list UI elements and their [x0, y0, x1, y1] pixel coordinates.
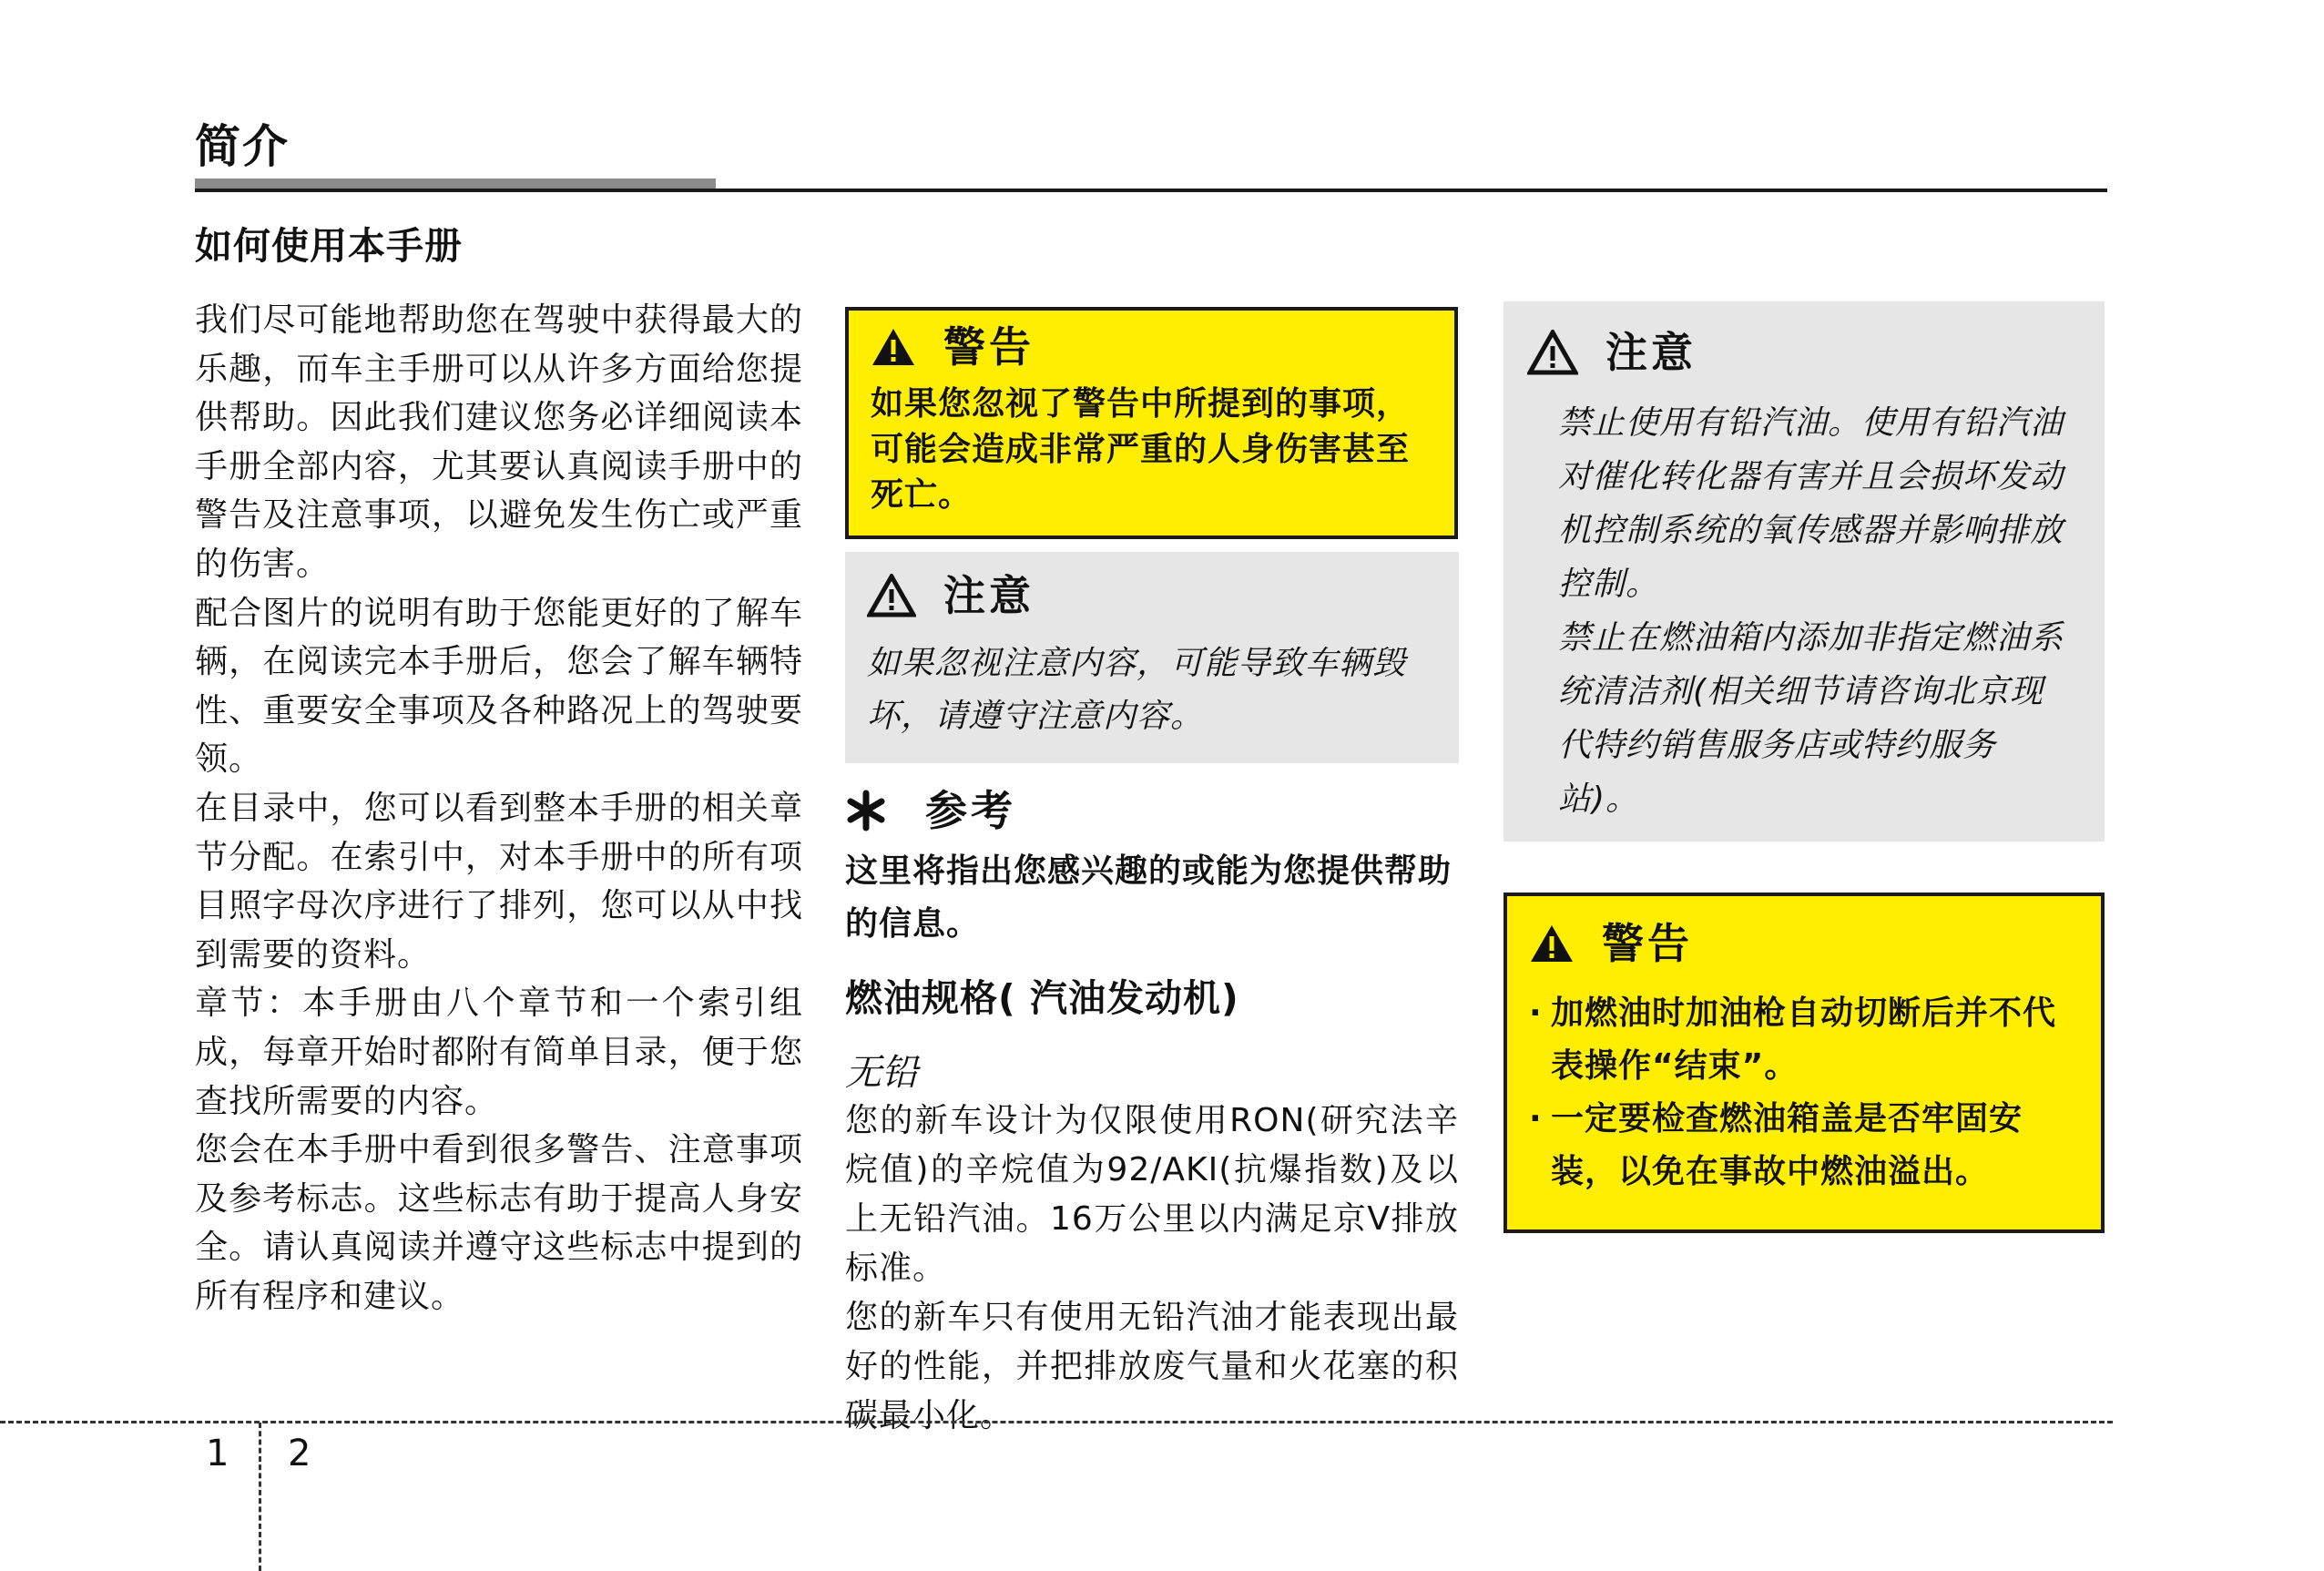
reference-title: 参考 — [925, 786, 1016, 835]
caution-triangle-icon — [1527, 330, 1578, 375]
warning-bullet-list — [1529, 987, 2079, 1199]
subsection-title: 如何使用本手册 — [195, 224, 463, 268]
fuel-spec-text — [845, 1097, 1459, 1441]
caution-box-text: 禁止使用有铅汽油。使用有铅汽油对催化转化器有害并且会损坏发动机控制系统的氧传感器并影响排放控制。 — [1558, 404, 2064, 603]
warning-bullet-text: 加燃油时加油枪自动切断后并不代表操作“结束”。 — [1551, 995, 2057, 1085]
caution-box-text: 如果忽视注意内容，可能导致车辆毁坏，请遵守注意内容。 — [867, 645, 1407, 735]
intro-paragraph: 在目录中，您可以看到整本手册的相关章节分配。在索引中，对本手册中的所有项目照字母次序进行了排列，您可以从中找到需要的资料。 — [195, 789, 803, 974]
header-rule — [195, 189, 2107, 192]
warning-box — [1503, 893, 2105, 1233]
fuel-paragraph: 您的新车只有使用无铅汽油才能表现出最好的性能，并把排放废气量和火花塞的积碳最小化。 — [845, 1299, 1459, 1434]
caution-box-header — [867, 568, 1437, 623]
caution-box-title: 注意 — [943, 571, 1035, 620]
warning-box — [845, 307, 1458, 539]
warning-box-header — [1529, 916, 2079, 971]
bullet-dot-icon: · — [1529, 995, 1543, 1032]
section-title: 简介 — [195, 120, 290, 173]
unleaded-subheading: 无铅 — [845, 1052, 918, 1094]
intro-paragraph: 配合图片的说明有助于您能更好的了解车辆，在阅读完本手册后，您会了解车辆特性、重要安全事项及各种路况上的驾驶要领。 — [195, 594, 803, 779]
footer-dashed-rule — [0, 1421, 2113, 1423]
warning-bullet-item — [1529, 987, 2079, 1093]
asterisk-icon — [845, 790, 887, 831]
caution-box — [845, 552, 1459, 763]
reference-text: 这里将指出您感兴趣的或能为您提供帮助的信息。 — [845, 852, 1452, 943]
warning-box-header — [871, 320, 1432, 374]
caution-box-text: 禁止在燃油箱内添加非指定燃油系统清洁剂(相关细节请咨询北京现代特约销售服务店或特约服务站)。 — [1558, 619, 2064, 818]
caution-box-header — [1527, 325, 2077, 380]
warning-box-title: 警告 — [1602, 919, 1693, 968]
fuel-spec-heading: 燃油规格( 汽油发动机) — [845, 976, 1239, 1020]
chapter-number: 1 — [206, 1433, 229, 1474]
warning-triangle-icon — [871, 327, 916, 367]
reference-block — [845, 783, 1459, 951]
warning-box-title: 警告 — [943, 322, 1035, 372]
warning-bullet-text: 一定要检查燃油箱盖是否牢固安装，以免在事故中燃油溢出。 — [1551, 1100, 2023, 1190]
intro-paragraph: 我们尽可能地帮助您在驾驶中获得最大的乐趣，而车主手册可以从许多方面给您提供帮助。因此我们建议您务必详细阅读本手册全部内容，尤其要认真阅读手册中的警告及注意事项，以避免发生伤亡或严重的伤害。 — [195, 301, 803, 583]
caution-box-title: 注意 — [1605, 328, 1697, 377]
page-number: 2 — [288, 1433, 311, 1474]
caution-box — [1503, 301, 2105, 842]
reference-header — [845, 783, 1459, 838]
warning-bullet-item — [1529, 1093, 2079, 1199]
bullet-dot-icon: · — [1529, 1100, 1543, 1137]
footer-dashed-divider — [259, 1423, 261, 1571]
intro-paragraph: 您会在本手册中看到很多警告、注意事项及参考标志。这些标志有助于提高人身安全。请认真阅读并遵守这些标志中提到的所有程序和建议。 — [195, 1131, 803, 1315]
intro-text — [195, 296, 803, 1321]
warning-triangle-icon — [1529, 923, 1575, 964]
caution-triangle-icon — [867, 574, 916, 617]
intro-paragraph: 章节：本手册由八个章节和一个索引组成，每章开始时都附有简单目录，便于您查找所需要的内容。 — [195, 984, 803, 1120]
fuel-paragraph: 您的新车设计为仅限使用RON(研究法辛烷值)的辛烷值为92/AKI(抗爆指数)及以上无铅汽油。16万公里以内满足京V排放标准。 — [845, 1102, 1459, 1287]
warning-box-text: 如果您忽视了警告中所提到的事项，可能会造成非常严重的人身伤害甚至死亡。 — [871, 385, 1411, 514]
